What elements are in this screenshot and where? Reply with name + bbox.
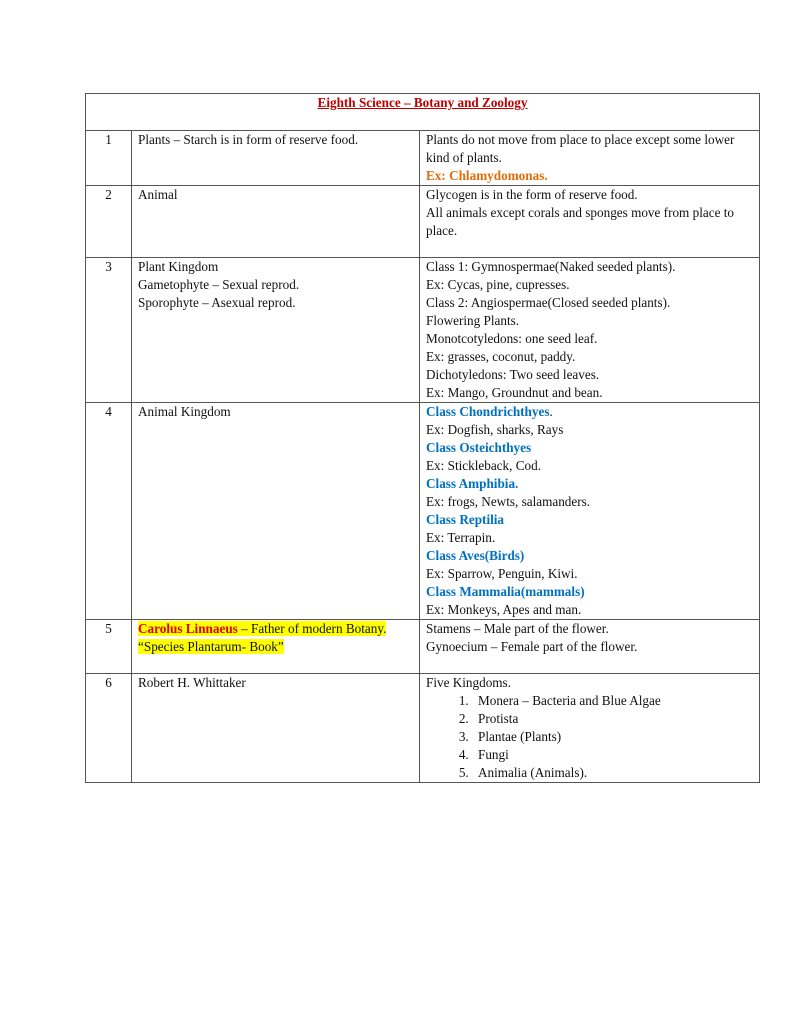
table-row bbox=[86, 186, 760, 258]
right-cell bbox=[420, 258, 760, 403]
table-row bbox=[86, 131, 760, 186]
class-example: Ex: Dogfish, sharks, Rays bbox=[426, 422, 564, 437]
book-title: “Species Plantarum- Book” bbox=[138, 639, 284, 654]
highlighted-text bbox=[138, 621, 386, 636]
cell-text: Ex: Cycas, pine, cupresses. bbox=[426, 277, 570, 292]
table-title: Eighth Science – Botany and Zoology bbox=[317, 95, 528, 110]
class-example: Ex: Stickleback, Cod. bbox=[426, 458, 542, 473]
cell-text: – Father of modern Botany. bbox=[237, 621, 387, 636]
cell-text: Gametophyte – Sexual reprod. bbox=[138, 277, 300, 292]
right-cell bbox=[420, 674, 760, 783]
right-cell bbox=[420, 131, 760, 186]
class-name: Class Mammalia(mammals) bbox=[426, 584, 585, 599]
right-cell bbox=[420, 186, 760, 258]
scientist-name: Carolus Linnaeus bbox=[138, 621, 238, 636]
cell-text: Class 2: Angiospermae(Closed seeded plants). bbox=[426, 295, 671, 310]
cell-text: Sporophyte – Asexual reprod. bbox=[138, 295, 296, 310]
table-row bbox=[86, 674, 760, 783]
class-example: Ex: Monkeys, Apes and man. bbox=[426, 602, 582, 617]
class-name: Class Reptilia bbox=[426, 512, 505, 527]
cell-text: Class 1: Gymnospermae(Naked seeded plants). bbox=[426, 259, 676, 274]
cell-text: Animal Kingdom bbox=[138, 404, 231, 419]
cell-text: Robert H. Whittaker bbox=[138, 675, 246, 690]
class-example: Ex: Terrapin. bbox=[426, 530, 496, 545]
cell-text: Ex: Mango, Groundnut and bean. bbox=[426, 385, 603, 400]
cell-text: Ex: grasses, coconut, paddy. bbox=[426, 349, 576, 364]
table-row bbox=[86, 258, 760, 403]
table-row bbox=[86, 403, 760, 620]
cell-text: Gynoecium – Female part of the flower. bbox=[426, 639, 638, 654]
row-number: 1 bbox=[86, 131, 132, 186]
row-number: 2 bbox=[86, 186, 132, 258]
title-cell bbox=[86, 94, 760, 131]
cell-text: All animals except corals and sponges move from place to place. bbox=[426, 205, 734, 238]
row-number: 5 bbox=[86, 620, 132, 674]
table-row bbox=[86, 620, 760, 674]
cell-text: Monotcotyledons: one seed leaf. bbox=[426, 331, 598, 346]
list-item: 2. Protista bbox=[472, 710, 753, 728]
cell-text: Five Kingdoms. bbox=[426, 675, 511, 690]
list-item: 4. Fungi bbox=[472, 746, 753, 764]
row-number: 6 bbox=[86, 674, 132, 783]
example-highlight: Ex: Chlamydomonas. bbox=[426, 168, 548, 183]
class-name: Class Aves(Birds) bbox=[426, 548, 525, 563]
list-item: 3. Plantae (Plants) bbox=[472, 728, 753, 746]
left-cell bbox=[132, 620, 420, 674]
list-item: 1. Monera – Bacteria and Blue Algae bbox=[472, 692, 753, 710]
cell-text: Animal bbox=[138, 187, 178, 202]
class-example: Ex: frogs, Newts, salamanders. bbox=[426, 494, 591, 509]
class-name: Class Osteichthyes bbox=[426, 440, 532, 455]
science-table bbox=[85, 93, 760, 783]
cell-text: Plant Kingdom bbox=[138, 259, 219, 274]
left-cell bbox=[132, 131, 420, 186]
left-cell bbox=[132, 186, 420, 258]
right-cell bbox=[420, 620, 760, 674]
row-number: 4 bbox=[86, 403, 132, 620]
right-cell bbox=[420, 403, 760, 620]
left-cell bbox=[132, 403, 420, 620]
class-name: Class Chondrichthyes bbox=[426, 404, 550, 419]
class-heading bbox=[426, 403, 753, 421]
cell-text: Plants – Starch is in form of reserve food. bbox=[138, 132, 359, 147]
list-item: 5. Animalia (Animals). bbox=[472, 764, 753, 782]
cell-text: Flowering Plants. bbox=[426, 313, 520, 328]
cell-text: Plants do not move from place to place except some lower kind of plants. bbox=[426, 132, 735, 165]
kingdom-list bbox=[426, 692, 753, 782]
class-suffix: . bbox=[549, 404, 553, 419]
title-row bbox=[86, 94, 760, 131]
cell-text: Glycogen is in the form of reserve food. bbox=[426, 187, 638, 202]
row-number: 3 bbox=[86, 258, 132, 403]
left-cell bbox=[132, 258, 420, 403]
class-name: Class Amphibia. bbox=[426, 476, 519, 491]
left-cell bbox=[132, 674, 420, 783]
cell-text: Stamens – Male part of the flower. bbox=[426, 621, 609, 636]
cell-text: Dichotyledons: Two seed leaves. bbox=[426, 367, 600, 382]
class-example: Ex: Sparrow, Penguin, Kiwi. bbox=[426, 566, 578, 581]
